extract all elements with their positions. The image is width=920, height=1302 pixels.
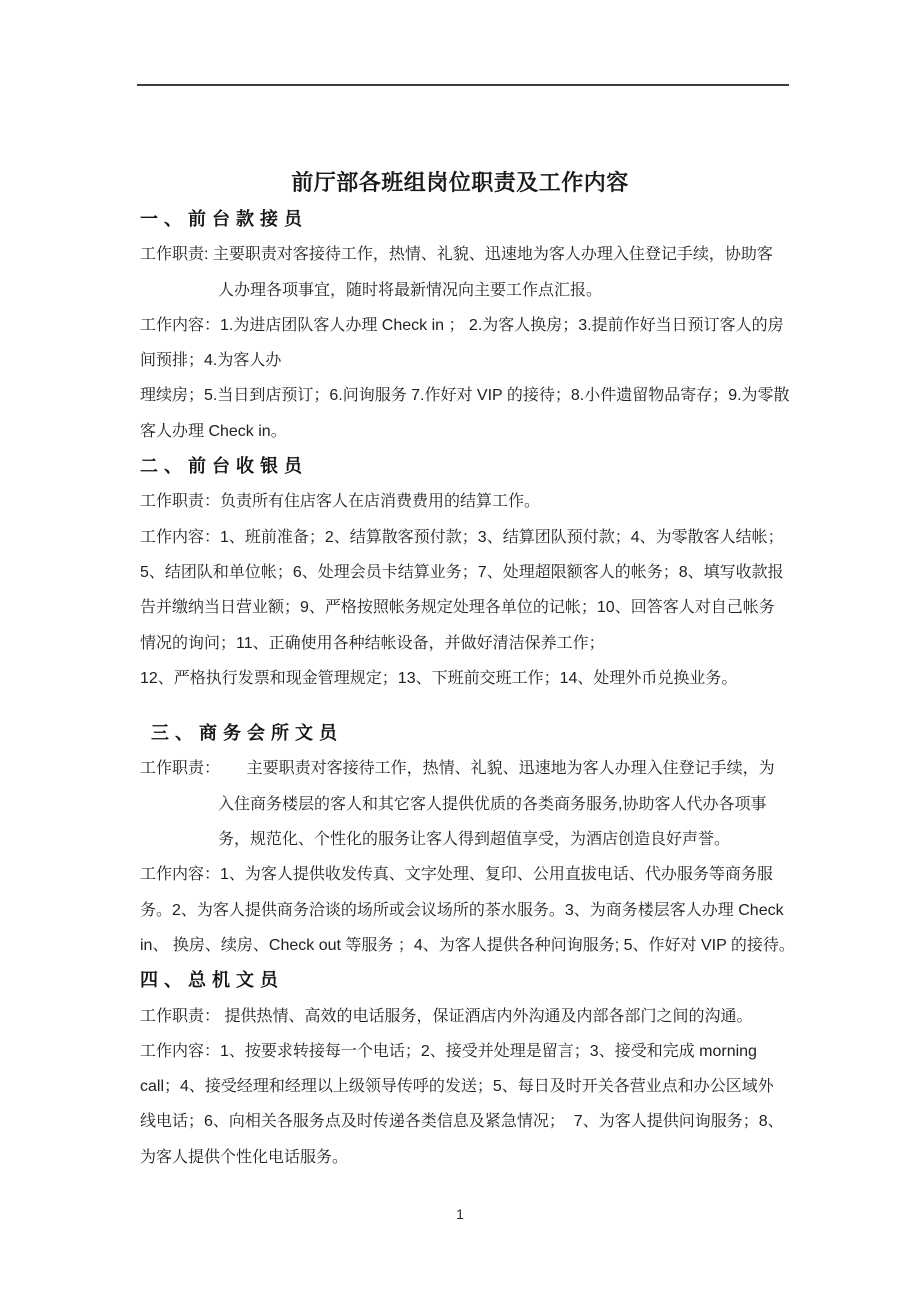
document-line: 情况的询问；11、正确使用各种结帐设备，并做好清洁保养工作； (140, 634, 605, 652)
document-line (140, 696, 800, 716)
section-heading: 四、总机文员 (140, 970, 284, 991)
document-line: 12、严格执行发票和现金管理规定；13、下班前交班工作；14、处理外币兑换业务。 (140, 669, 738, 687)
document-line: 人办理各项事宜，随时将最新情况向主要工作点汇报。 (218, 281, 603, 299)
document-line: 工作职责： 主要职责对客接待工作，热情、礼貌、迅速地为客人办理入住登记手续，为 (140, 760, 775, 778)
document-line: 5、结团队和单位帐；6、处理会员卡结算业务；7、处理超限额客人的帐务；8、填写收款报 (140, 563, 784, 581)
document-body (140, 202, 800, 1175)
section-heading: 二、前台收银员 (140, 456, 308, 477)
section-heading: 一、前台款接员 (140, 209, 308, 229)
document-line: 理续房；5.当日到店预订；6.问询服务 7.作好对 VIP 的接待；8.小件遗留物品寄存；9.为零散 (140, 387, 790, 405)
document-line: 工作内容：1、为客人提供收发传真、文字处理、复印、公用直拔电话、代办服务等商务服 (140, 866, 773, 884)
document-title: 前厅部各班组岗位职责及工作内容 (291, 170, 629, 195)
document-line: 客人办理 Check in。 (140, 422, 287, 440)
document-line: 工作内容：1.为进店团队客人办理 Check in ； 2.为客人换房；3.提前作好当日预订客人的房 (140, 316, 784, 334)
document-line: call；4、接受经理和经理以上级领导传呼的发送；5、每日及时开关各营业点和办公区域外 (140, 1078, 774, 1096)
document-line: 工作职责：负责所有住店客人在店消费费用的结算工作。 (140, 493, 541, 511)
document-line: 工作职责: 主要职责对客接待工作，热情、礼貌、迅速地为客人办理入住登记手续，协助客 (140, 246, 773, 264)
document-line: 务。2、为客人提供商务洽谈的场所或会议场所的茶水服务。3、为商务楼层客人办理 Check (140, 901, 784, 919)
document-line: in、 换房、续房、Check out 等服务 ；4、为客人提供各种问询服务; 5、作好对 VIP 的接待。 (140, 936, 795, 954)
document-line: 工作内容：1、班前准备；2、结算散客预付款；3、结算团队预付款；4、为零散客人结帐； (140, 528, 784, 546)
section-heading: 三、商务会所文员 (140, 723, 344, 744)
document-line: 间预排；4.为客人办 (140, 352, 282, 370)
document-line: 为客人提供个性化电话服务。 (140, 1148, 349, 1166)
document-line: 工作职责： 提供热情、高效的电话服务，保证酒店内外沟通及内部各部门之间的沟通。 (140, 1007, 753, 1025)
header-divider-rule (137, 84, 789, 86)
document-line: 务，规范化、个性化的服务让客人得到超值享受，为酒店创造良好声誉。 (218, 831, 731, 849)
document-line: 线电话；6、向相关各服务点及时传递各类信息及紧急情况； 7、为客人提供问询服务；8、 (140, 1113, 784, 1131)
document-line: 入住商务楼层的客人和其它客人提供优质的各类商务服务,协助客人代办各项事 (218, 795, 767, 813)
document-line: 工作内容：1、按要求转接每一个电话；2、接受并处理是留言；3、接受和完成 morning (140, 1042, 757, 1060)
page-number: 1 (456, 1206, 464, 1222)
document-line: 告并缴纳当日营业额；9、严格按照帐务规定处理各单位的记帐；10、回答客人对自己帐务 (140, 599, 775, 617)
